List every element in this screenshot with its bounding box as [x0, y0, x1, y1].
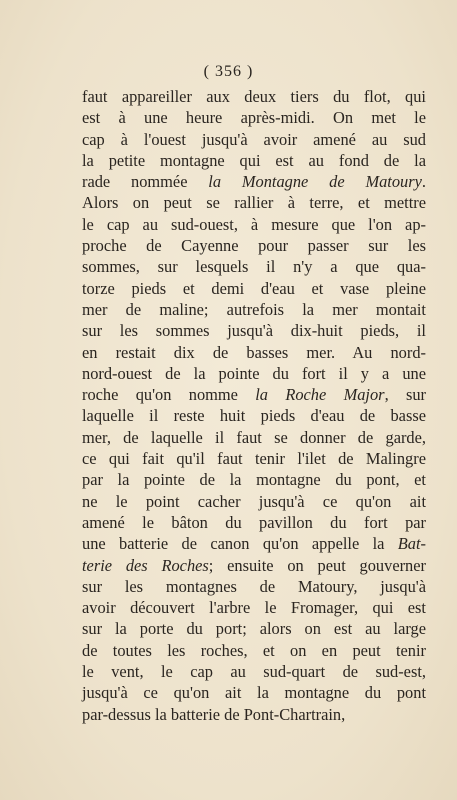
text-line [82, 618, 426, 639]
text-segment: , sur [384, 385, 427, 405]
text-line [82, 278, 426, 299]
text-line [82, 576, 426, 597]
text-segment: mer, de laquelle il faut se donner de garde, [82, 427, 426, 447]
text-line [82, 704, 426, 725]
text-segment: amené le bâton du pavillon du fort par [82, 512, 426, 532]
text-line [82, 555, 426, 576]
text-segment: faut appareiller aux deux tiers du flot, qui [82, 87, 426, 106]
text-segment: ne le point cacher jusqu'à ce qu'on ait [82, 491, 426, 511]
text-line [82, 469, 426, 490]
text-segment: mer de maline; autrefois la mer montait [82, 299, 426, 319]
text-segment: nord-ouest de la pointe du fort il y a une [82, 363, 426, 383]
text-segment: par-dessus la batterie de Pont-Chartrain, [82, 704, 346, 724]
text-segment: le vent, le cap au sud-quart de sud-est, [82, 662, 426, 682]
text-line [82, 256, 426, 277]
italic-segment: la Roche Major [255, 385, 385, 405]
text-segment: sommes, sur lesquels il n'y a que qua- [82, 257, 426, 277]
italic-segment: terie des Roches [82, 555, 209, 575]
italic-segment: Bat- [397, 534, 426, 554]
text-segment: . [421, 172, 426, 192]
text-line [82, 363, 426, 384]
body-text [82, 86, 426, 725]
text-segment: ce qui fait qu'il faut tenir l'ilet de Malingre [82, 449, 426, 469]
page-number: ( 356 ) [203, 63, 254, 80]
text-segment: ; ensuite on peut gouverner [208, 555, 426, 575]
text-segment: est à une heure après-midi. On met le [82, 108, 426, 128]
italic-segment: la Montagne de Matoury [208, 172, 422, 192]
text-line [82, 192, 426, 213]
text-segment: rade nommée [82, 172, 209, 192]
text-line [82, 448, 426, 469]
text-segment: sur les montagnes de Matoury, jusqu'à [82, 576, 426, 596]
text-line [82, 661, 426, 682]
text-segment: avoir découvert l'arbre le Fromager, qui est [82, 598, 426, 618]
text-line [82, 171, 426, 192]
text-segment: sur la porte du port; alors on est au large [82, 619, 426, 639]
text-line [82, 640, 426, 661]
text-line [82, 512, 426, 533]
text-line [82, 299, 426, 320]
text-line [82, 129, 426, 150]
text-segment: cap à l'ouest jusqu'à avoir amené au sud [82, 129, 426, 149]
text-segment: sur les sommes jusqu'à dix-huit pieds, il [82, 321, 426, 341]
text-segment: en restait dix de basses mer. Au nord- [82, 342, 426, 362]
text-line [82, 384, 426, 405]
text-segment: roche qu'on nomme [82, 385, 256, 405]
text-segment: de toutes les roches, et on en peut tenir [82, 640, 426, 660]
text-line [82, 491, 426, 512]
text-line [82, 320, 426, 341]
text-segment: une batterie de canon qu'on appelle la [82, 534, 398, 554]
text-segment: jusqu'à ce qu'on ait la montagne du pont [82, 683, 426, 703]
text-line [82, 150, 426, 171]
text-segment: le cap au sud-ouest, à mesure que l'on ap- [82, 214, 426, 234]
text-line [82, 533, 426, 554]
text-line [82, 342, 426, 363]
text-line [82, 682, 426, 703]
text-segment: proche de Cayenne pour passer sur les [82, 236, 426, 256]
text-segment: Alors on peut se rallier à terre, et mettre [82, 193, 426, 213]
text-segment: la petite montagne qui est au fond de la [82, 150, 426, 170]
text-line [82, 597, 426, 618]
text-line [82, 235, 426, 256]
text-line [82, 405, 426, 426]
text-line [82, 86, 426, 107]
text-segment: laquelle il reste huit pieds d'eau de basse [82, 406, 426, 426]
text-line [82, 107, 426, 128]
text-segment: par la pointe de la montagne du pont, et [82, 470, 426, 490]
text-line [82, 214, 426, 235]
text-segment: torze pieds et demi d'eau et vase pleine [82, 278, 426, 298]
text-line [82, 427, 426, 448]
